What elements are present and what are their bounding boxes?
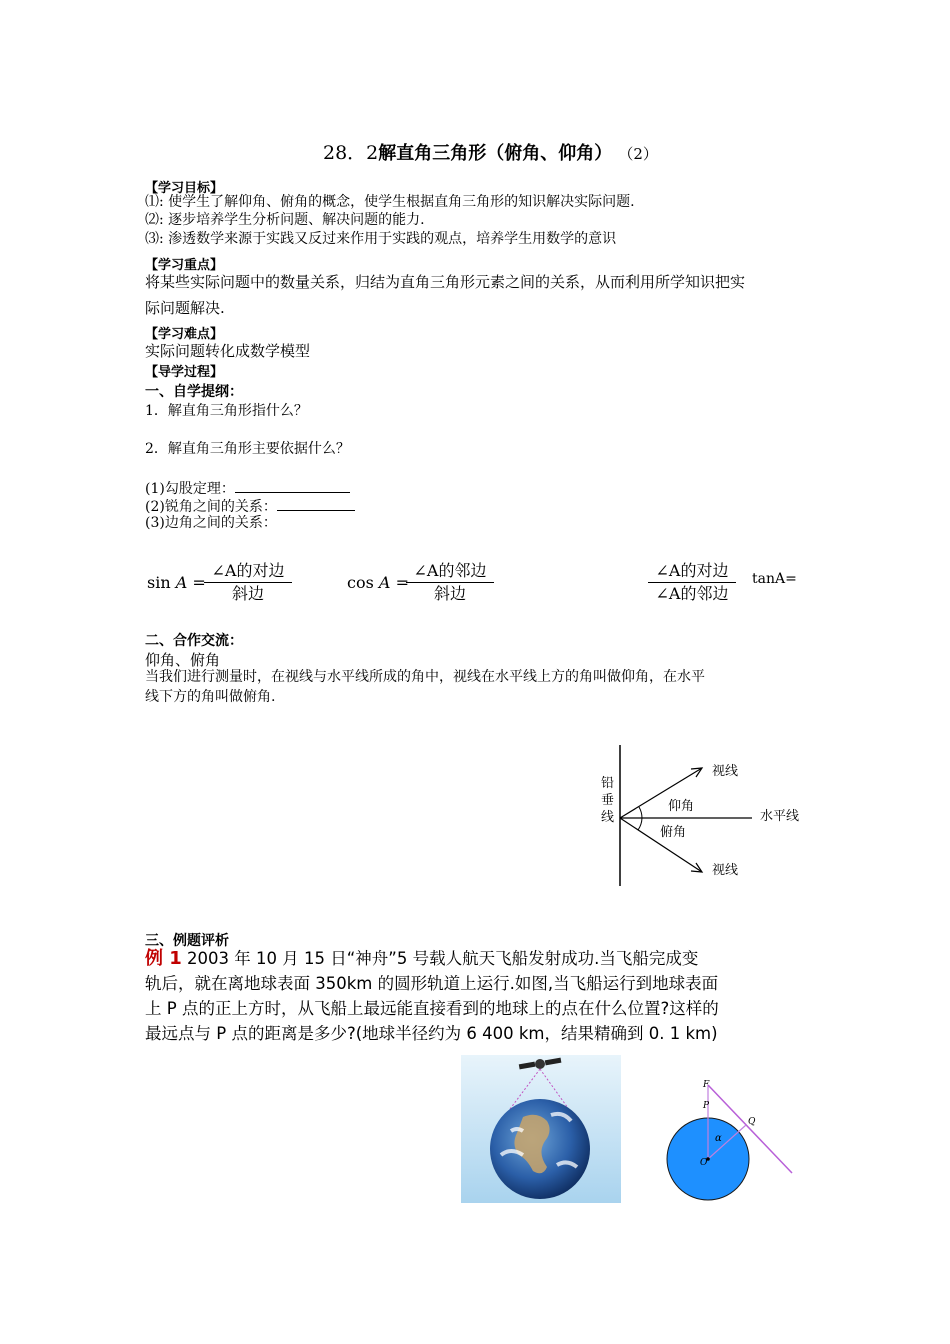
difficulty-text: 实际问题转化成数学模型 xyxy=(145,342,311,360)
goals-header: 【学习目标】 xyxy=(145,181,224,196)
sub-item-1-label: (1)勾股定理： xyxy=(145,481,235,497)
elevation-depression-diagram xyxy=(590,740,820,890)
difficulty-header: 【学习难点】 xyxy=(145,327,224,342)
vertical-label-2: 垂 xyxy=(601,793,615,808)
angle-arc-up xyxy=(639,807,642,818)
sin-var: A xyxy=(175,573,188,592)
label-f: F xyxy=(703,1080,710,1090)
section2-subtitle: 仰角、俯角 xyxy=(145,651,221,669)
cos-fraction xyxy=(406,560,494,605)
example-line-2: 轨后，就在离地球表面 350km 的圆形轨道上运行.如图,当飞船运行到地球表面 xyxy=(145,974,719,993)
title-main: 解直角三角形（俯角、仰角） xyxy=(378,143,613,164)
sight-label-down: 视线 xyxy=(712,863,739,878)
section3-title: 三、例题评析 xyxy=(145,933,229,949)
sin-formula xyxy=(147,573,206,592)
example-line-4: 最远点与 P 点的距离是多少?(地球半径约为 6 400 km，结果精确到 0. 1 km) xyxy=(145,1024,718,1043)
sin-denominator: 斜边 xyxy=(231,584,264,603)
example-line-1 xyxy=(145,946,698,971)
focus-header: 【学习重点】 xyxy=(145,258,224,273)
tan-numerator: ∠A的对边 xyxy=(648,560,736,583)
answer-blank-2[interactable] xyxy=(277,496,355,511)
focus-line-1: 将某些实际问题中的数量关系，归结为直角三角形元素之间的关系，从而利用所学知识把实 xyxy=(145,273,746,291)
sin-label: sin xyxy=(147,573,171,592)
example-label: 例 1 xyxy=(145,948,182,969)
vertical-label-3: 线 xyxy=(601,810,615,825)
sin-fraction xyxy=(204,560,292,605)
focus-line-2: 际问题解决. xyxy=(145,299,225,317)
earth-satellite-illustration xyxy=(461,1055,621,1203)
cos-numerator: ∠A的邻边 xyxy=(406,560,494,583)
label-o: O xyxy=(700,1158,708,1168)
sight-label-up: 视线 xyxy=(712,764,739,779)
tan-fraction xyxy=(648,560,736,605)
example-line-3: 上 P 点的正上方时，从飞船上最远能直接看到的地球上的点在什么位置?这样的 xyxy=(145,999,719,1018)
label-p: P xyxy=(703,1101,710,1111)
sub-item-2-label: (2)锐角之间的关系： xyxy=(145,499,277,515)
process-header: 【导学过程】 xyxy=(145,365,224,380)
horizontal-label: 水平线 xyxy=(760,809,800,824)
title-number: 28．2 xyxy=(323,142,379,164)
question-1: 1．解直角三角形指什么？ xyxy=(145,403,308,419)
answer-blank-1[interactable] xyxy=(235,478,350,493)
section2-line-1: 当我们进行测量时，在视线与水平线所成的角中，视线在水平线上方的角叫做仰角，在水平 xyxy=(145,669,705,685)
section2-line-2: 线下方的角叫做俯角. xyxy=(145,689,276,705)
vertical-label-1: 铅 xyxy=(601,776,615,791)
sub-item-2 xyxy=(145,496,355,516)
tangent-circle-diagram xyxy=(660,1075,800,1205)
cos-label: cos xyxy=(347,573,374,592)
section1-title: 一、自学提纲： xyxy=(145,384,243,400)
cos-eq: = xyxy=(395,573,409,592)
sub-item-1 xyxy=(145,478,350,498)
page-title xyxy=(323,138,658,165)
goal-item-3: ⑶: 渗透数学来源于实践又反过来作用于实践的观点，培养学生用数学的意识 xyxy=(145,231,617,247)
goal-item-2: ⑵: 逐步培养学生分析问题、解决问题的能力. xyxy=(145,212,425,228)
depression-label: 俯角 xyxy=(660,825,687,840)
example-text-1: 2003 年 10 月 15 日“神舟”5 号载人航天飞船发射成功.当飞船完成变 xyxy=(181,949,699,968)
question-2: 2．解直角三角形主要依据什么？ xyxy=(145,441,350,457)
label-q: Q xyxy=(748,1117,756,1127)
cos-denominator: 斜边 xyxy=(433,584,466,603)
cos-var: A xyxy=(378,573,391,592)
sub-item-3: (3)边角之间的关系： xyxy=(145,515,277,531)
goal-item-1: ⑴: 使学生了解仰角、俯角的概念，使学生根据直角三角形的知识解决实际问题. xyxy=(145,194,635,210)
tan-denominator: ∠A的邻边 xyxy=(655,584,729,603)
cos-formula xyxy=(347,573,409,592)
sin-numerator: ∠A的对边 xyxy=(204,560,292,583)
tan-label: tanA= xyxy=(752,571,797,587)
label-alpha: α xyxy=(715,1133,722,1144)
section2-title: 二、合作交流： xyxy=(145,633,243,649)
angle-arc-down xyxy=(638,818,642,830)
title-part: （2） xyxy=(618,145,658,163)
elevation-label: 仰角 xyxy=(668,799,695,814)
sin-eq: = xyxy=(192,573,206,592)
